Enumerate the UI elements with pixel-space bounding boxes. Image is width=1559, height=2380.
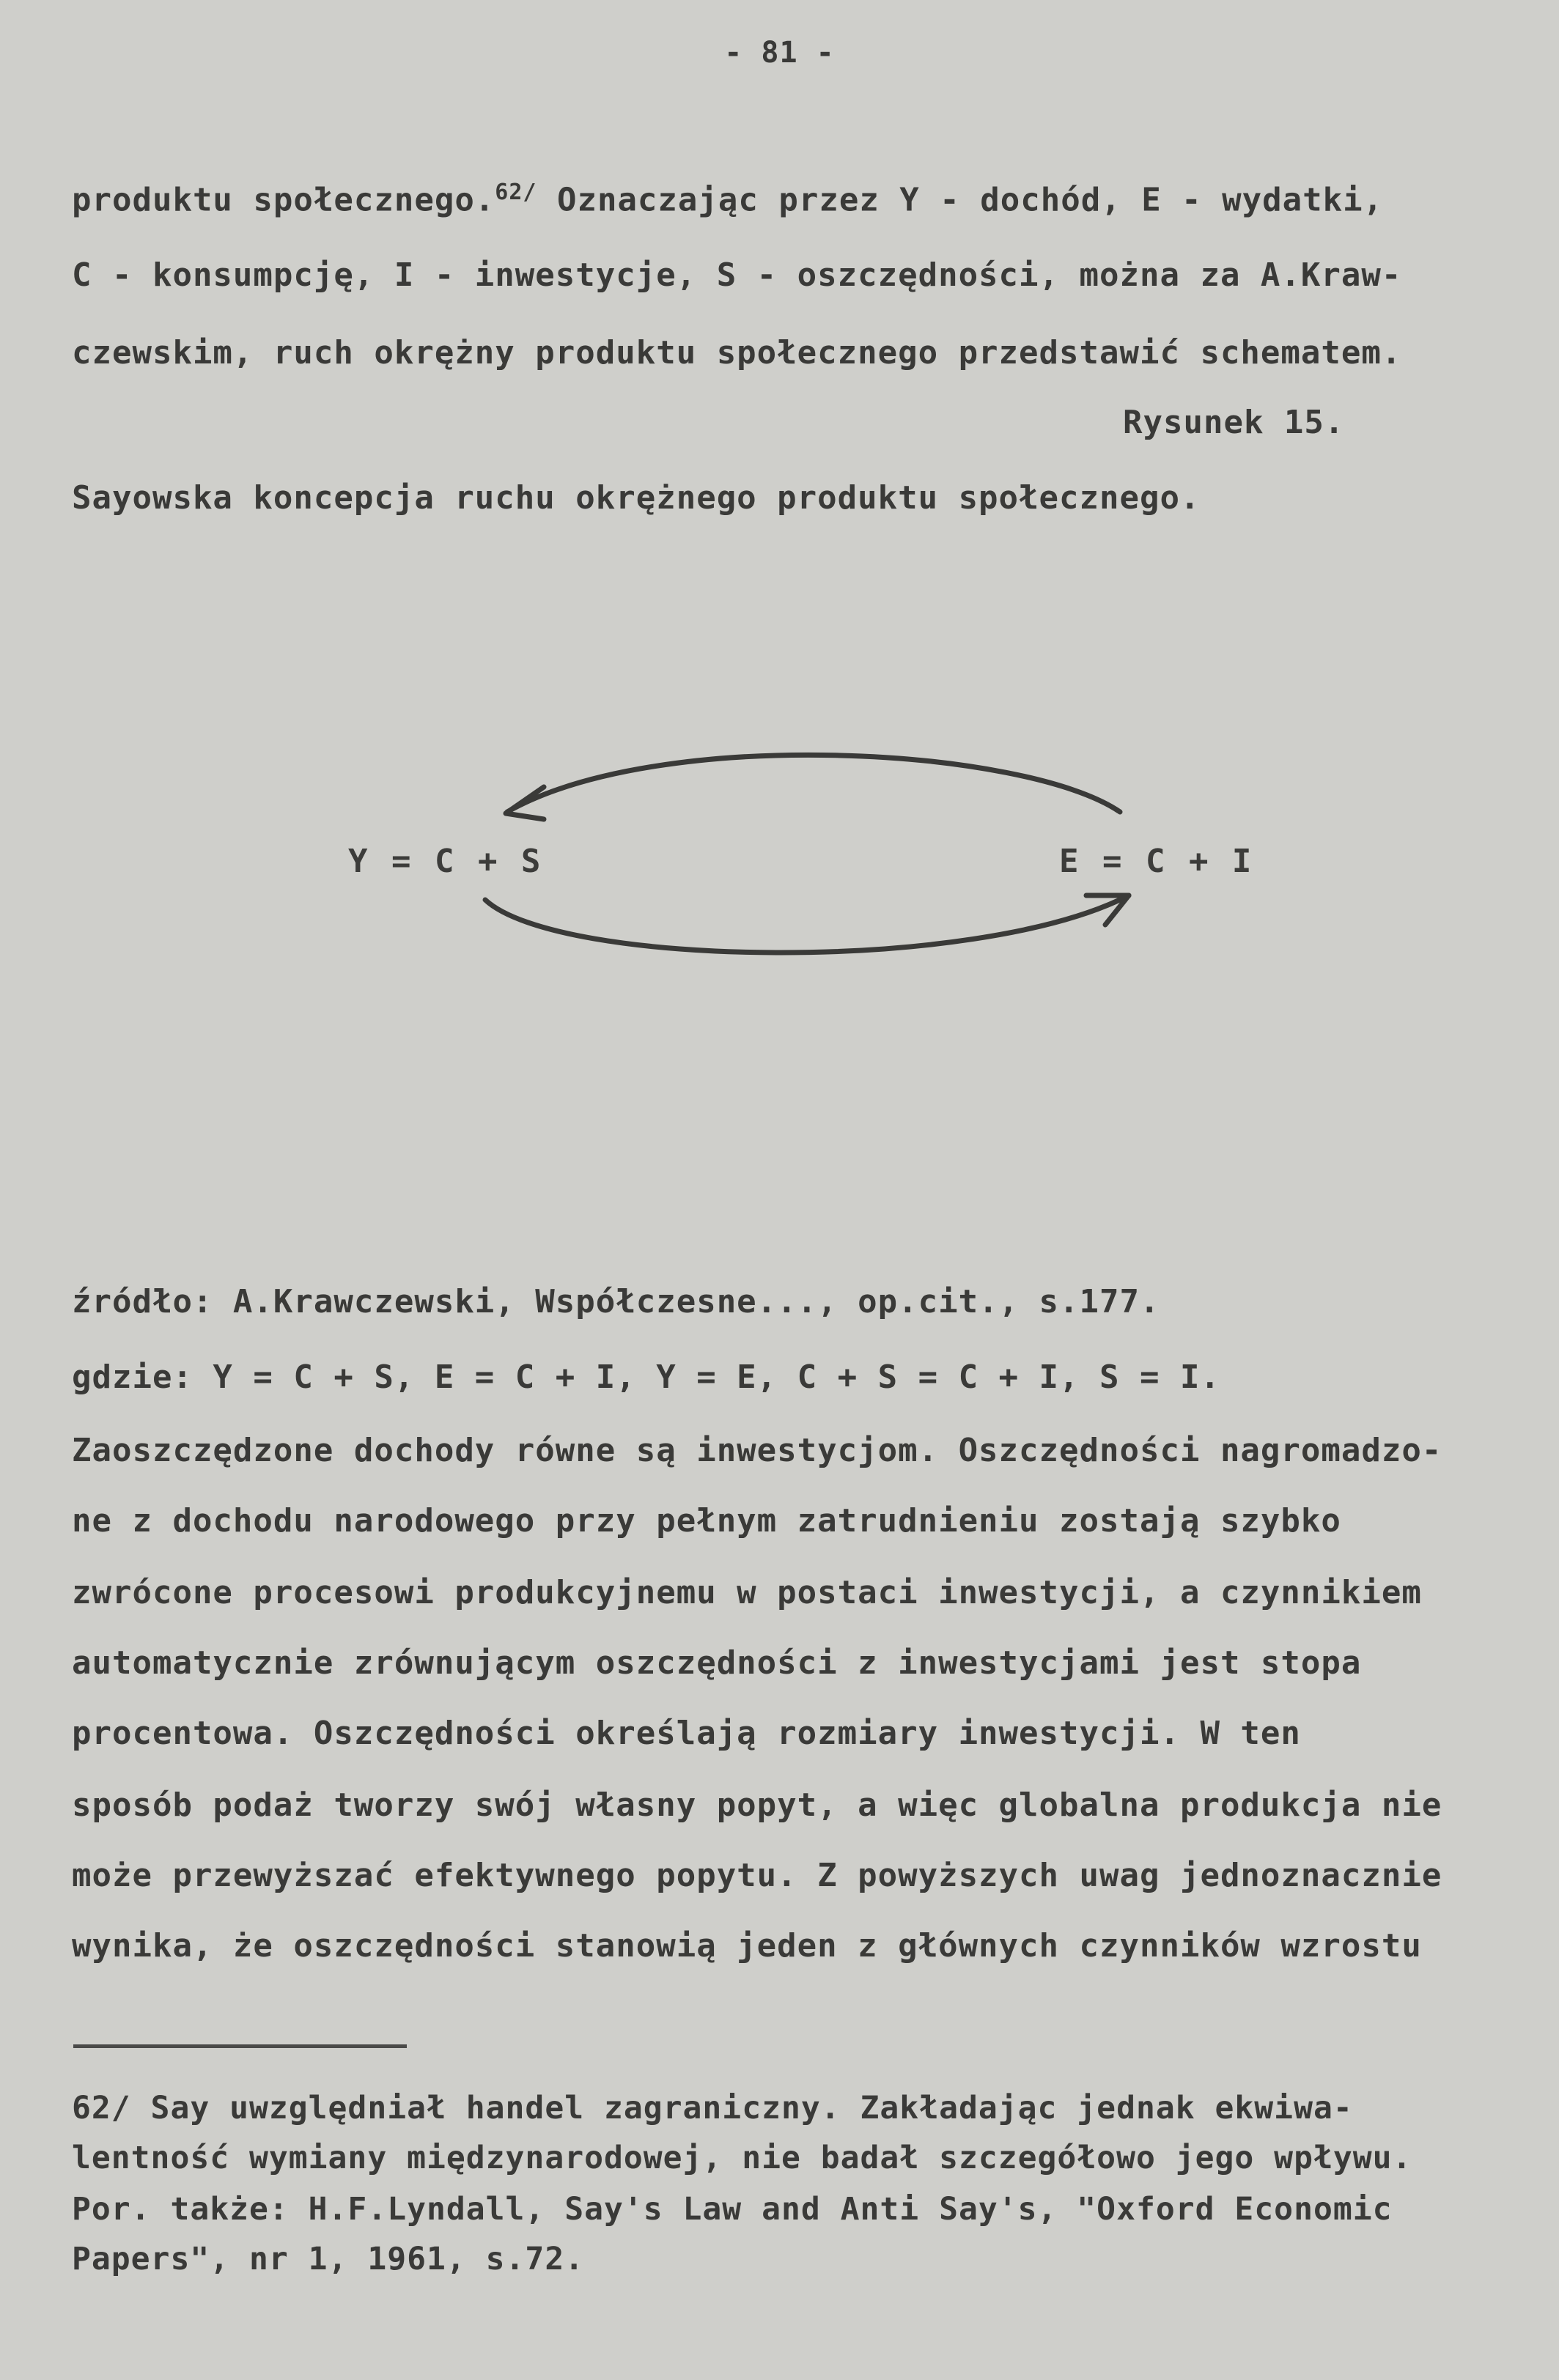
- lower-flow-arc: [485, 895, 1129, 953]
- source-line: źródło: A.Krawczewski, Współczesne..., op.cit., s.177.: [72, 1283, 1160, 1320]
- body-bottom-line: wynika, że oszczędności stanowią jeden z głównych czynników wzrostu: [72, 1927, 1422, 1965]
- footnote-line: Papers", nr 1, 1961, s.72.: [72, 2241, 585, 2277]
- footnote-line: Por. także: H.F.Lyndall, Say's Law and Anti Say's, "Oxford Economic: [72, 2191, 1393, 2228]
- left-equation: Y = C + S: [348, 843, 543, 880]
- body-bottom-line: procentowa. Oszczędności określają rozmiary inwestycji. W ten: [72, 1715, 1301, 1752]
- body-bottom-line: Zaoszczędzone dochody równe są inwestycjom. Oszczędności nagromadzo-: [72, 1432, 1442, 1469]
- body-line-3: czewskim, ruch okrężny produktu społecznego przedstawić schematem.: [72, 334, 1402, 372]
- right-equation: E = C + I: [1059, 843, 1254, 880]
- definitions-line: gdzie: Y = C + S, E = C + I, Y = E, C + S = C + I, S = I.: [72, 1359, 1220, 1396]
- body-bottom-line: zwrócone procesowi produkcyjnemu w postaci inwestycji, a czynnikiem: [72, 1574, 1422, 1611]
- body-bottom-line: ne z dochodu narodowego przy pełnym zatrudnieniu zostają szybko: [72, 1502, 1341, 1540]
- footnote-reference: 62/: [495, 180, 537, 205]
- body-line-1-text: produktu społecznego.: [72, 181, 495, 219]
- body-line-2: C - konsumpcję, I - inwestycje, S - oszczędności, można za A.Kraw-: [72, 256, 1402, 294]
- body-bottom-line: może przewyższać efektywnego popytu. Z powyższych uwag jednoznacznie: [72, 1857, 1442, 1894]
- left-arrowhead-icon: [506, 787, 544, 819]
- page-number: - 81 -: [724, 36, 835, 70]
- upper-flow-arc: [507, 755, 1120, 812]
- footnote-line: 62/ Say uwzględniał handel zagraniczny. Zakładając jednak ekwiwa-: [72, 2090, 1353, 2126]
- body-bottom-line: automatycznie zrównującym oszczędności z inwestycjami jest stopa: [72, 1644, 1362, 1682]
- footnote-separator: [73, 2044, 407, 2048]
- body-bottom-line: sposób podaż tworzy swój własny popyt, a więc globalna produkcja nie: [72, 1786, 1442, 1824]
- figure-caption: Sayowska koncepcja ruchu okrężnego produktu społecznego.: [72, 479, 1201, 517]
- body-line-1-text-after: Oznaczając przez Y - dochód, E - wydatki,: [537, 181, 1384, 219]
- figure-number: Rysunek 15.: [1123, 404, 1345, 441]
- footnote-line: lentność wymiany międzynarodowej, nie badał szczegółowo jego wpływu.: [72, 2140, 1412, 2176]
